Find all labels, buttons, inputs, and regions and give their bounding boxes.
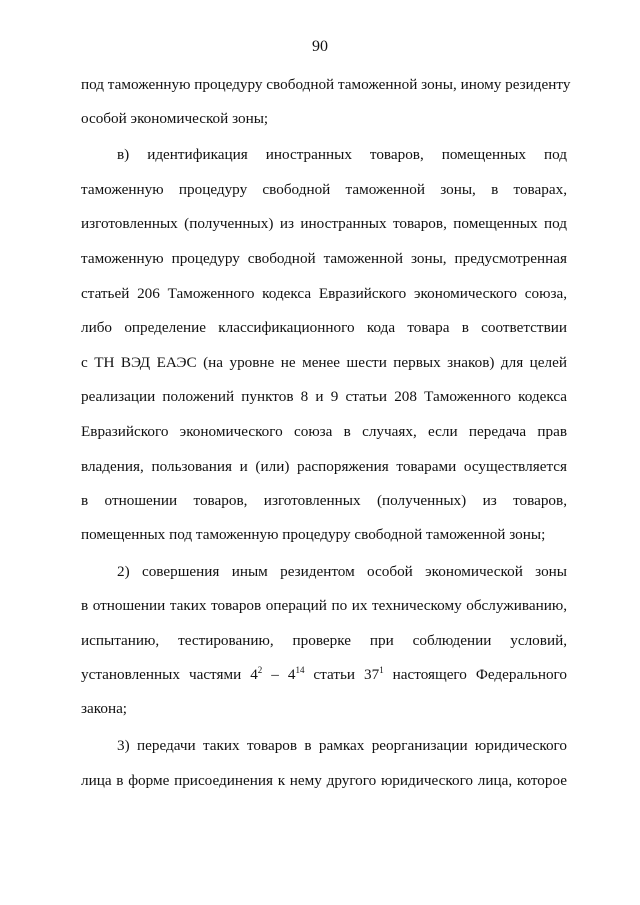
text-line: в отношении таких товаров операций по их техническому обслуживанию, [81, 597, 567, 614]
superscript: 2 [257, 665, 263, 675]
text-line: под таможенную процедуру свободной таможенной зоны, иному резиденту [81, 76, 571, 93]
text-line: лица в форме присоединения к нему другого юридического лица, которое [81, 772, 567, 789]
text-line: закона; [81, 700, 128, 717]
text-run: статьи 37 [304, 666, 380, 683]
text-line: реализации положений пунктов 8 и 9 статьи 208 Таможенного кодекса [81, 388, 567, 405]
text-line: изготовленных (полученных) из иностранных товаров, помещенных под [81, 215, 567, 232]
text-line: помещенных под таможенную процедуру свободной таможенной зоны; [81, 526, 546, 543]
text-line: с ТН ВЭД ЕАЭС (на уровне не менее шести первых знаков) для целей [81, 354, 567, 371]
superscript: 1 [379, 665, 384, 675]
page-number: 90 [312, 38, 328, 55]
text-run: – 4 [262, 666, 296, 683]
text-line: 3) передачи таких товаров в рамках реорганизации юридического [117, 737, 567, 754]
text-line: таможенную процедуру свободной таможенной зоны, в товарах, [81, 181, 567, 198]
text-line: в отношении товаров, изготовленных (полученных) из товаров, [81, 492, 567, 509]
superscript: 14 [295, 665, 305, 675]
text-line: испытанию, тестированию, проверке при соблюдении условий, [81, 632, 567, 649]
text-line: в) идентификация иностранных товаров, помещенных под [117, 146, 567, 163]
text-line: таможенную процедуру свободной таможенной зоны, предусмотренная [81, 250, 567, 267]
text-line: статьей 206 Таможенного кодекса Евразийского экономического союза, [81, 285, 567, 302]
text-line: 2) совершения иным резидентом особой экономической зоны [117, 563, 567, 580]
text-line: Евразийского экономического союза в случаях, если передача прав [81, 423, 567, 440]
text-line: особой экономической зоны; [81, 110, 269, 127]
text-run: настоящего Федерального [383, 666, 567, 683]
text-line: владения, пользования и (или) распоряжения товарами осуществляется [81, 458, 567, 475]
text-run: установленных частями 4 [81, 666, 258, 683]
text-line-with-superscripts [81, 666, 567, 684]
text-line: либо определение классификационного кода товара в соответствии [81, 319, 567, 336]
